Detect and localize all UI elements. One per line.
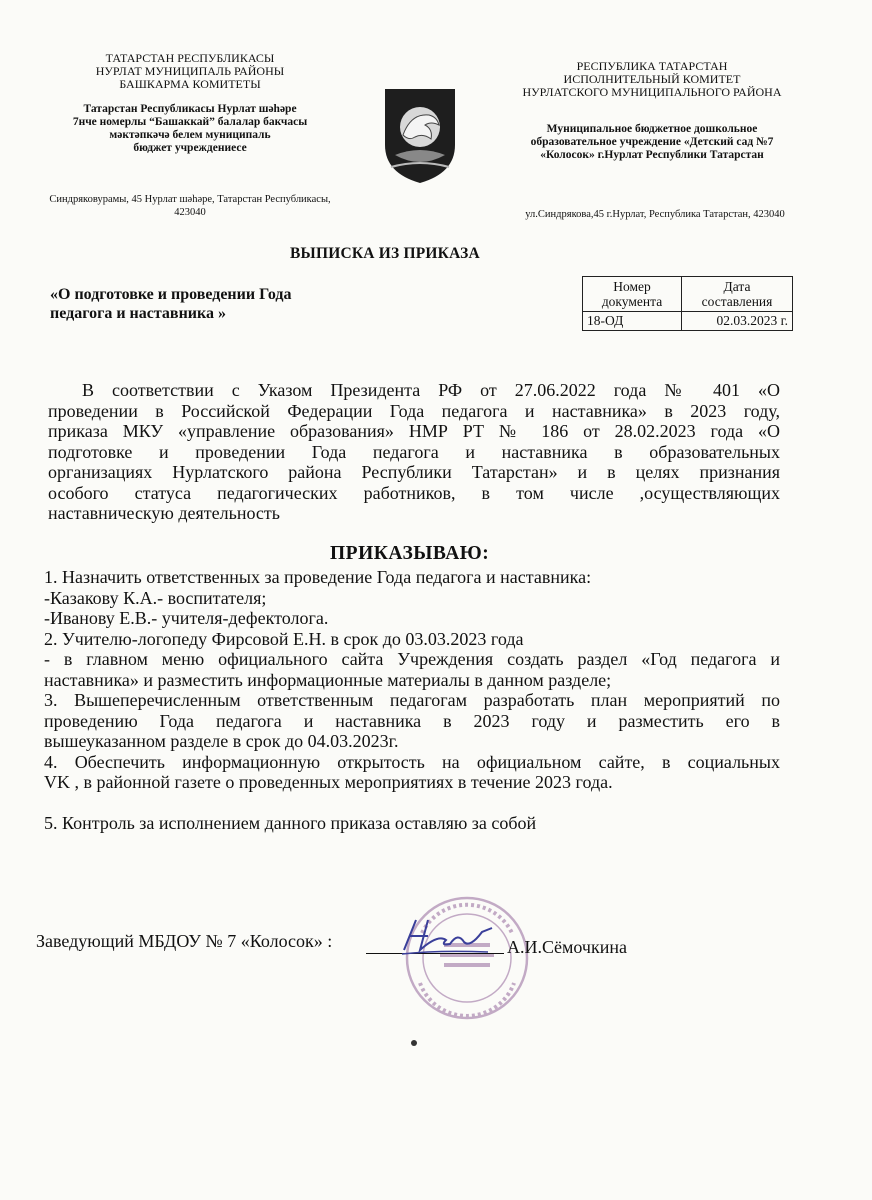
order-item-line: -Иванову Е.В.- учителя-дефектолога.	[44, 608, 329, 628]
order-items	[44, 567, 780, 833]
header-right	[502, 60, 802, 162]
signature-name: А.И.Сёмочкина	[507, 937, 627, 957]
document-subject	[50, 285, 292, 323]
order-item-line: проведению Года педагога и наставника в 2023 году и разместить его в	[44, 710, 780, 731]
header-right-org2: образовательное учреждение «Детский сад №7	[530, 136, 774, 148]
header-right-org3: «Колосок» г.Нурлат Республики Татарстан	[540, 149, 764, 161]
header-left-address	[30, 193, 350, 219]
preamble-line: В соответствии с Указом Президента РФ от 27.06.2022 года № 401 «О	[82, 380, 780, 400]
order-item-line: 5. Контроль за исполнением данного приказа оставляю за собой	[44, 812, 537, 833]
header-right-line2: ИСПОЛНИТЕЛЬНЫЙ КОМИТЕТ	[563, 72, 741, 86]
header-right-org1: Муниципальное бюджетное дошкольное	[546, 123, 758, 135]
preamble-line: наставническую деятельность	[48, 503, 280, 523]
document-date: 02.03.2023 г.	[682, 312, 793, 331]
preamble-line: организациях Нурлатского района Республики Татарстан» и в целях признания	[48, 462, 780, 482]
document-number: 18-ОД	[583, 312, 682, 331]
preamble-line: особого статуса педагогических работников, в том числе ,осуществляющих	[48, 482, 780, 503]
preamble-line: приказа МКУ «управление образования» НМР РТ № 186 от 28.02.2023 года «О	[48, 421, 780, 441]
header-left-addr1: Синдряковурамы, 45 Нурлат шәһәре, Татарстан Республикасы,	[49, 194, 331, 205]
preamble-line: проведении в Российской Федерации Года педагога и наставника» в 2023 году,	[48, 400, 780, 421]
header-right-line1: РЕСПУБЛИКА ТАТАРСТАН	[576, 59, 728, 73]
number-header-cell	[583, 277, 682, 312]
order-item-line: - в главном меню официального сайта Учреждения создать раздел «Год педагога и	[44, 649, 780, 669]
date-header-1: Дата	[723, 279, 751, 294]
preamble	[48, 380, 780, 524]
header-left-org1: Татарстан Республикасы Нурлат шәһәре	[83, 103, 297, 115]
date-header-2: составления	[701, 294, 773, 309]
header-left-addr2: 423040	[174, 207, 206, 218]
header-right-line3: НУРЛАТСКОГО МУНИЦИПАЛЬНОГО РАЙОНА	[522, 85, 782, 99]
header-left	[40, 52, 340, 155]
signature-label: Заведующий МБДОУ № 7 «Колосок» :	[36, 931, 333, 951]
coat-of-arms-icon	[381, 85, 459, 190]
handwritten-signature-icon	[398, 914, 498, 963]
order-item-line: -Казакову К.А.- воспитателя;	[44, 587, 267, 608]
order-item-line: VK , в районной газете о проведенных мероприятиях в течение 2023 года.	[44, 772, 613, 792]
header-right-address: ул.Синдрякова,45 г.Нурлат, Республика Татарстан, 423040	[525, 209, 785, 220]
document-title: ВЫПИСКА ИЗ ПРИКАЗА	[290, 245, 480, 262]
document-number-table	[582, 276, 793, 331]
date-header-cell	[682, 277, 793, 312]
order-item-line: 3. Вышеперечисленным ответственным педагогам разработать план мероприятий по	[44, 690, 780, 710]
header-left-line2: НУРЛАТ МУНИЦИПАЛЬ РАЙОНЫ	[95, 64, 285, 78]
order-item-line: 1. Назначить ответственных за проведение Года педагога и наставника:	[44, 567, 592, 587]
order-item-line: вышеуказанном разделе в срок до 04.03.2023г.	[44, 731, 399, 751]
order-item-line: наставника» и разместить информационные материалы в данном разделе;	[44, 669, 612, 690]
ink-dot	[411, 1040, 417, 1046]
subject-line2: педагога и наставника »	[50, 305, 226, 322]
preamble-line: подготовке и проведении Года педагога и наставника в образовательных	[48, 441, 780, 462]
number-header-1: Номер	[613, 279, 651, 294]
order-item-line: 4. Обеспечить информационную открытость на официальном сайте, в социальных	[44, 751, 780, 772]
order-item-line: 2. Учителю-логопеду Фирсовой Е.Н. в срок до 03.03.2023 года	[44, 628, 524, 649]
header-left-org4: бюджет учреждениесе	[133, 142, 247, 154]
header-left-org3: мәктәпкәчә белем муниципаль	[109, 129, 271, 141]
header-left-line3: БАШКАРМА КОМИТЕТЫ	[119, 77, 261, 91]
number-header-2: документа	[601, 294, 663, 309]
header-left-org2: 7нче номерлы “Башаккай” балалар бакчасы	[72, 116, 308, 128]
order-word: ПРИКАЗЫВАЮ:	[330, 543, 490, 564]
header-left-line1: ТАТАРСТАН РЕСПУБЛИКАСЫ	[105, 51, 275, 65]
subject-line1: «О подготовке и проведении Года	[50, 286, 292, 303]
